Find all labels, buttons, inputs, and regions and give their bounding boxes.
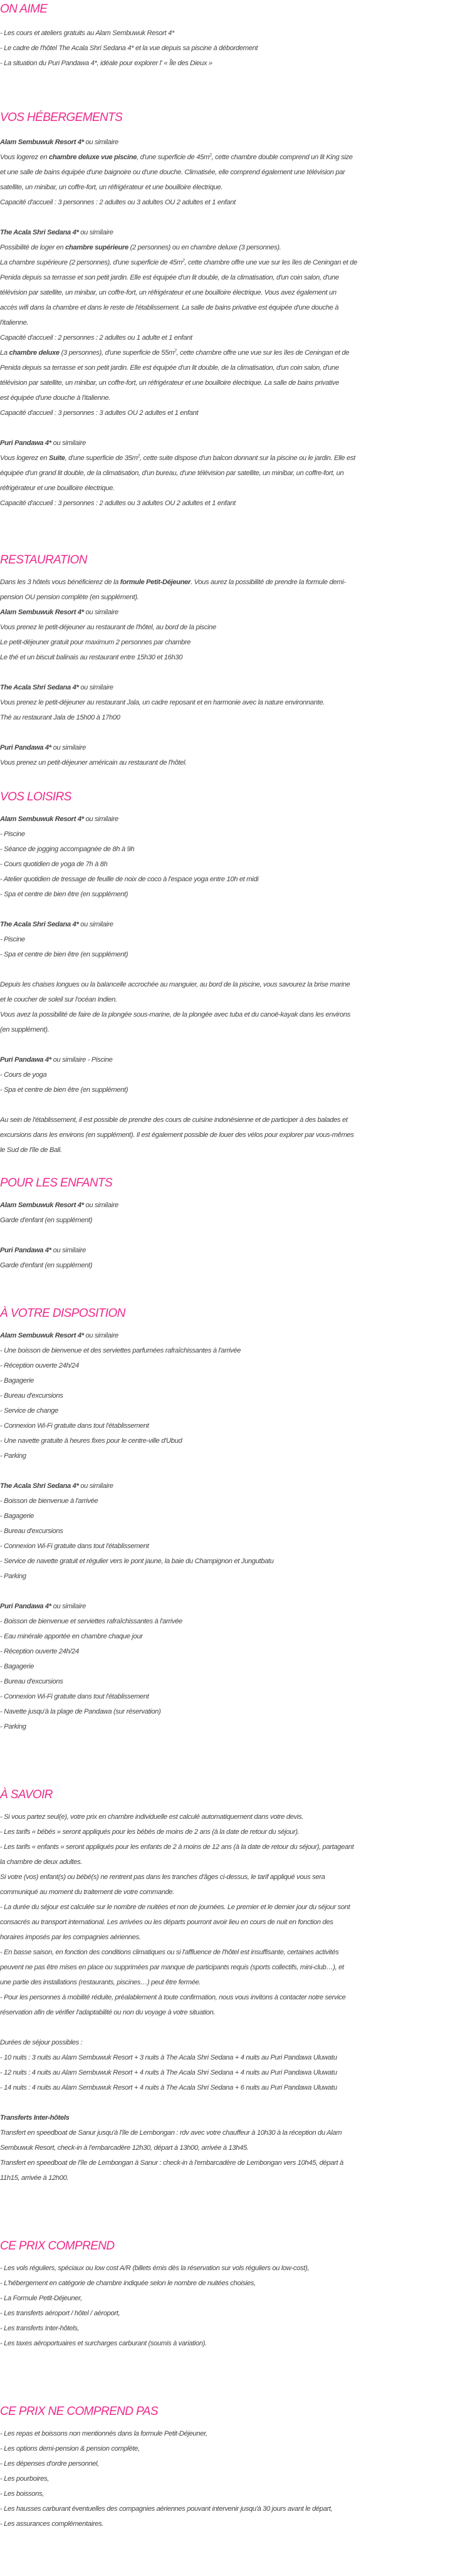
list-item: - Séance de jogging accompagnée de 8h à 9h bbox=[0, 846, 135, 853]
hotel-heading: Alam Sembuwuk Resort 4* ou similaire bbox=[0, 815, 118, 823]
section-loisirs bbox=[0, 789, 474, 1158]
hotel-name: The Acala Shri Sedana 4* bbox=[0, 684, 79, 691]
paragraph: réservation afin de vérifier l'adaptabilité ou non du voyage à votre situation. bbox=[0, 2009, 216, 2016]
list-item: - Spa et centre de bien être (en supplément) bbox=[0, 951, 128, 958]
list-item: - Spa et centre de bien être (en supplément) bbox=[0, 891, 128, 898]
list-item: - Cours de yoga bbox=[0, 1071, 47, 1079]
section-prix-comprend bbox=[0, 2238, 474, 2351]
paragraph: communiqué au moment du traitement de votre commande. bbox=[0, 1888, 175, 1896]
section-title-restauration: RESTAURATION bbox=[0, 553, 87, 567]
list-item: - Service de navette gratuit et régulier vers le pont jaune, la baie du Champignon et Jungutbatu bbox=[0, 1558, 274, 1565]
hotel-name: Puri Pandawa 4* bbox=[0, 439, 51, 447]
list-item: - Cours quotidien de yoga de 7h à 8h bbox=[0, 861, 108, 868]
paragraph: Si votre (vos) enfant(s) ou bébé(s) ne rentrent pas dans les tranches d'âges ci-dessus, le tarif appliqué vous sera bbox=[0, 1873, 325, 1881]
section-title-disposition: À VOTRE DISPOSITION bbox=[0, 1307, 125, 1320]
room-description: télévision par satellite, un minibar, un coffre-fort, un réfrigérateur et une bouilloire électrique. La salle de bains privative bbox=[0, 379, 339, 387]
paragraph: Transfert en speedboat de Sanur jusqu'à l'île de Lembongan : rdv avec votre chauffeur à 10h30 à la réception du Alam bbox=[0, 2129, 342, 2137]
paragraph: Sembuwuk Resort, check-in à l'embarcadère 12h30, départ à 13h00, arrivée à 13h45. bbox=[0, 2144, 249, 2152]
list-item: - Navette jusqu'à la plage de Pandawa (sur réservation) bbox=[0, 1708, 161, 1715]
hotel-heading: Puri Pandawa 4* ou similaire bbox=[0, 1247, 86, 1254]
list-item: - La Formule Petit-Déjeuner, bbox=[0, 2295, 82, 2302]
section-restauration bbox=[0, 552, 474, 770]
room-description: Possibilité de loger en chambre supérieure (2 personnes) ou en chambre deluxe (3 personnes). bbox=[0, 244, 281, 251]
list-item: - Parking bbox=[0, 1573, 26, 1580]
list-item: - Réception ouverte 24h/24 bbox=[0, 1362, 79, 1369]
paragraph: - En basse saison, en fonction des conditions climatiques ou si l'affluence de l'hôtel est insuffisante, certaines activités bbox=[0, 1949, 339, 1956]
restauration-intro: pension OU pension complète (en supplément). bbox=[0, 594, 139, 601]
room-description: l'italienne. bbox=[0, 319, 29, 327]
list-item: - Les repas et boissons non mentionnés dans la formule Petit-Déjeuner, bbox=[0, 2430, 207, 2437]
list-item: - Les cours et ateliers gratuits au Alam Sembuwuk Resort 4* bbox=[0, 29, 175, 37]
room-description: équipée d'un grand lit double, de la climatisation, d'un bureau, d'une télévision par satellite, un minibar, un coffre-fort, un bbox=[0, 469, 344, 477]
section-title-enfants: POUR LES ENFANTS bbox=[0, 1176, 113, 1190]
list-item: Vous prenez un petit-déjeuner américain au restaurant de l'hôtel. bbox=[0, 759, 187, 767]
list-item: - Les hausses carburant éventuelles des compagnies aériennes pouvant intervenir jusqu'à 30 jours avant le départ, bbox=[0, 2505, 333, 2513]
paragraph: Transfert en speedboat de l'île de Lembongan à Sanur : check-in à l'embarcadère de Lembongan vers 10h45, départ à bbox=[0, 2159, 343, 2167]
list-item: - Les transferts Inter-hôtels, bbox=[0, 2325, 80, 2332]
section-savoir bbox=[0, 1787, 474, 2186]
list-item: - Bagagerie bbox=[0, 1377, 34, 1385]
hotel-heading: Alam Sembuwuk Resort 4* ou similaire bbox=[0, 1202, 118, 1209]
hotel-heading: The Acala Shri Sedana 4* ou similaire bbox=[0, 921, 113, 928]
list-item: - Bagagerie bbox=[0, 1663, 34, 1670]
hotel-name: Puri Pandawa 4* bbox=[0, 1247, 51, 1254]
paragraph: - Si vous partez seul(e), votre prix en chambre individuelle est calculé automatiquement dans votre devis. bbox=[0, 1813, 303, 1821]
list-item: - Bagagerie bbox=[0, 1512, 34, 1520]
room-capacity: Capacité d'accueil : 3 personnes : 2 adultes ou 3 adultes OU 2 adultes et 1 enfant bbox=[0, 199, 236, 206]
hotel-name: Puri Pandawa 4* bbox=[0, 1056, 51, 1064]
room-description: Penida depuis sa terrasse et son petit jardin. Elle est équipée d'un lit double, de la climatisation, d'un coin salon, d'une bbox=[0, 274, 339, 281]
hotel-name: Puri Pandawa 4* bbox=[0, 1603, 51, 1610]
list-item: - Boisson de bienvenue et serviettes rafraîchissantes à l'arrivée bbox=[0, 1618, 182, 1625]
paragraph: - Les tarifs « enfants » seront appliqués pour les enfants de 2 à moins de 12 ans (à la date de retour du séjour), partageant bbox=[0, 1843, 354, 1851]
list-item: Garde d'enfant (en supplément) bbox=[0, 1262, 93, 1269]
room-description: La chambre deluxe (3 personnes), d'une superficie de $55m^2$, cette chambre offre une vue sur les îles de Ceningan et de bbox=[0, 348, 350, 357]
list-item: - Les assurances complémentaires. bbox=[0, 2520, 104, 2528]
paragraph: une partie des installations (restaurants, piscines…) peut être fermée. bbox=[0, 1979, 201, 1986]
list-item: - Atelier quotidien de tressage de feuille de noix de coco à l'espace yoga entre 10h et midi bbox=[0, 876, 259, 883]
room-description: La chambre supérieure (2 personnes), d'une superficie de $45m^2$, cette chambre offre une vue sur les îles de Ceningan et de bbox=[0, 258, 358, 266]
hotel-name: Alam Sembuwuk Resort 4* bbox=[0, 815, 84, 823]
section-title-loisirs: VOS LOISIRS bbox=[0, 790, 71, 804]
paragraph: Depuis les chaises longues ou la balancelle accrochée au manguier, au bord de la piscine, vous savourez la brise marine bbox=[0, 981, 350, 988]
list-item: - Les transferts aéroport / hôtel / aéroport, bbox=[0, 2310, 120, 2317]
section-hebergements bbox=[0, 110, 474, 511]
list-item: Vous prenez le petit-déjeuner au restaurant Jala, un cadre reposant et en harmonie avec la nature environnante. bbox=[0, 699, 325, 706]
paragraph: excursions dans les environs (en supplément). Il est également possible de louer des vélos pour explorer par vous-mêmes bbox=[0, 1131, 354, 1139]
list-item: - Les pourboires, bbox=[0, 2475, 50, 2483]
hotel-heading: The Acala Shri Sedana 4* ou similaire bbox=[0, 1482, 113, 1490]
paragraph: - Pour les personnes à mobilité réduite, préalablement à toute confirmation, nous vous invitons à contacter notre service bbox=[0, 1994, 346, 2001]
hotel-name: Alam Sembuwuk Resort 4* bbox=[0, 1332, 84, 1339]
list-item: - 10 nuits : 3 nuits au Alam Sembuwuk Resort + 3 nuits à The Acala Shri Sedana + 4 nuits au Puri Pandawa Uluwatu bbox=[0, 2054, 337, 2061]
hotel-heading: Puri Pandawa 4* ou similaire bbox=[0, 1603, 86, 1610]
hotel-name: Alam Sembuwuk Resort 4* bbox=[0, 609, 84, 616]
list-item: - Parking bbox=[0, 1452, 26, 1460]
list-item: - Bureau d'excursions bbox=[0, 1678, 63, 1685]
list-item: - Les dépenses d'ordre personnel, bbox=[0, 2460, 99, 2468]
paragraph: Au sein de l'établissement, il est possible de prendre des cours de cuisine indonésienne et de participer à des balades et bbox=[0, 1116, 348, 1124]
paragraph: - Les tarifs « bébés » seront appliqués pour les bébés de moins de 2 ans (à la date de retour du séjour). bbox=[0, 1828, 300, 1836]
paragraph: horaires imposés par les compagnies aériennes. bbox=[0, 1934, 141, 1941]
list-item: - Parking bbox=[0, 1723, 26, 1730]
section-title-on-aime: ON AIME bbox=[0, 3, 48, 16]
hotel-heading: Puri Pandawa 4* ou similaire - Piscine bbox=[0, 1056, 113, 1064]
room-capacity: Capacité d'accueil : 2 personnes : 2 adultes ou 1 adulte et 1 enfant bbox=[0, 334, 192, 342]
hotel-name: The Acala Shri Sedana 4* bbox=[0, 229, 79, 236]
paragraph: consacrés au transport international. Les arrivées ou les départs pourront avoir lieu en cours de nuit en fonction des bbox=[0, 1919, 333, 1926]
list-item: - 12 nuits : 4 nuits au Alam Sembuwuk Resort + 4 nuits à The Acala Shri Sedana + 4 nuits au Puri Pandawa Uluwatu bbox=[0, 2069, 337, 2076]
hotel-heading: Puri Pandawa 4* ou similaire bbox=[0, 439, 86, 447]
room-description: Vous logerez en Suite, d'une superficie de $35m^2$, cette suite dispose d'un balcon donnant sur la piscine ou le jardin. Elle est bbox=[0, 454, 355, 462]
list-item: - Une boisson de bienvenue et des serviettes parfumées rafraîchissantes à l'arrivée bbox=[0, 1347, 241, 1354]
section-title-hebergements: VOS HÉBERGEMENTS bbox=[0, 111, 123, 124]
list-item: Le thé et un biscuit balinais au restaurant entre 15h30 et 16h30 bbox=[0, 654, 183, 661]
section-enfants bbox=[0, 1175, 474, 1273]
paragraph: le Sud de l'île de Bali. bbox=[0, 1146, 62, 1154]
room-description: Penida depuis sa terrasse et son petit jardin. Elle est équipée d'un lit double, de la climatisation, d'un coin salon, d'une bbox=[0, 364, 339, 372]
paragraph: peuvent ne pas être mises en place ou supprimées par manque de participants requis (sports collectifs, mini-club…), et bbox=[0, 1964, 344, 1971]
list-item: - La situation du Puri Pandawa 4*, idéale pour explorer l' « Île des Dieux » bbox=[0, 60, 212, 67]
paragraph: la chambre de deux adultes. bbox=[0, 1858, 83, 1866]
section-title-savoir: À SAVOIR bbox=[0, 1788, 53, 1801]
room-description: télévision par satellite, un minibar, un coffre-fort, un réfrigérateur et une bouilloire électrique. Vous avez également un bbox=[0, 289, 337, 296]
paragraph: et le coucher de soleil sur l'océan Indien. bbox=[0, 996, 117, 1003]
restauration-intro: Dans les 3 hôtels vous bénéficierez de la formule Petit-Déjeuner. Vous aurez la possibilité de prendre la formule demi- bbox=[0, 579, 346, 586]
hotel-heading: Alam Sembuwuk Resort 4* ou similaire bbox=[0, 139, 118, 146]
list-item: - Eau minérale apportée en chambre chaque jour bbox=[0, 1633, 143, 1640]
list-item: - Connexion Wi-Fi gratuite dans tout l'établissement bbox=[0, 1693, 149, 1700]
hotel-heading: Alam Sembuwuk Resort 4* ou similaire bbox=[0, 609, 118, 616]
paragraph: - La durée du séjour est calculée sur le nombre de nuitées et non de journées. Le premier et le dernier jour du séjour sont bbox=[0, 1903, 350, 1911]
list-item: Le petit-déjeuner gratuit pour maximum 2 personnes par chambre bbox=[0, 639, 191, 646]
hotel-heading: The Acala Shri Sedana 4* ou similaire bbox=[0, 684, 113, 691]
list-item: - Spa et centre de bien être (en supplément) bbox=[0, 1086, 128, 1094]
list-item: Vous prenez le petit-déjeuner au restaurant de l'hôtel, au bord de la piscine bbox=[0, 624, 216, 631]
room-description: réfrigérateur et une bouilloire électrique. bbox=[0, 484, 115, 492]
list-item: - Les options demi-pension & pension complète, bbox=[0, 2445, 140, 2453]
room-description: satellite, un minibar, un coffre-fort, un réfrigérateur et une bouilloire électrique. bbox=[0, 184, 223, 191]
list-item: - Connexion Wi-Fi gratuite dans tout l'établissement bbox=[0, 1422, 149, 1430]
room-capacity: Capacité d'accueil : 3 personnes : 2 adultes ou 3 adultes OU 2 adultes et 1 enfant bbox=[0, 500, 236, 507]
list-item: - Service de change bbox=[0, 1407, 58, 1415]
room-description: accès wifi dans la chambre et dans le reste de l'établissement. La salle de bains privative est équipée d'une douche à bbox=[0, 304, 339, 312]
list-item: - Bureau d'excursions bbox=[0, 1392, 63, 1400]
hotel-heading: The Acala Shri Sedana 4* ou similaire bbox=[0, 229, 113, 236]
transferts-title: Transferts Inter-hôtels bbox=[0, 2114, 70, 2122]
list-item: - Piscine bbox=[0, 830, 25, 838]
list-item: - L'hébergement en catégorie de chambre indiquée selon le nombre de nuitées choisies, bbox=[0, 2280, 256, 2287]
section-title-prix-ne-comprend-pas: CE PRIX NE COMPREND PAS bbox=[0, 2405, 158, 2418]
room-capacity: Capacité d'accueil : 3 personnes : 3 adultes OU 2 adultes et 1 enfant bbox=[0, 409, 199, 417]
hotel-name: The Acala Shri Sedana 4* bbox=[0, 921, 79, 928]
paragraph: 11h15, arrivée à 12h00. bbox=[0, 2174, 69, 2182]
room-description: est équipée d'une douche à l'italienne. bbox=[0, 394, 110, 402]
hotel-name: Alam Sembuwuk Resort 4* bbox=[0, 1202, 84, 1209]
section-on-aime bbox=[0, 0, 474, 71]
room-description: et une salle de bains équipée d'une baignoire ou d'une douche. Climatisée, elle comprend également une télévision par bbox=[0, 169, 345, 176]
hotel-heading: Puri Pandawa 4* ou similaire bbox=[0, 744, 86, 751]
section-title-prix-comprend: CE PRIX COMPREND bbox=[0, 2239, 115, 2253]
list-item: - Le cadre de l'hôtel The Acala Shri Sedana 4* et la vue depuis sa piscine à débordement bbox=[0, 45, 258, 52]
section-disposition bbox=[0, 1306, 474, 1734]
list-item: - Les vols réguliers, spéciaux ou low cost A/R (billets émis dès la réservation sur vols réguliers ou low-cost), bbox=[0, 2264, 310, 2272]
list-item: - Une navette gratuite à heures fixes pour le centre-ville d'Ubud bbox=[0, 1437, 182, 1445]
list-item: - Bureau d'excursions bbox=[0, 1527, 63, 1535]
list-item: - Connexion Wi-Fi gratuite dans tout l'établissement bbox=[0, 1542, 149, 1550]
hotel-name: Puri Pandawa 4* bbox=[0, 744, 51, 751]
list-item: - Les taxes aéroportuaires et surcharges carburant (soumis à variation). bbox=[0, 2340, 207, 2347]
room-description: Vous logerez en chambre deluxe vue piscine, d'une superficie de $45m^2$, cette chambre double comprend un lit King size bbox=[0, 153, 353, 161]
paragraph: Vous avez la possibilité de faire de la plongée sous-marine, de la plongée avec tuba et du canoë-kayak dans les environs bbox=[0, 1011, 350, 1018]
list-item: - Boisson de bienvenue à l'arrivée bbox=[0, 1497, 98, 1505]
list-item: - 14 nuits : 4 nuits au Alam Sembuwuk Resort + 4 nuits à The Acala Shri Sedana + 6 nuits au Puri Pandawa Uluwatu bbox=[0, 2084, 337, 2092]
hotel-name: Alam Sembuwuk Resort 4* bbox=[0, 139, 84, 146]
list-item: Thé au restaurant Jala de 15h00 à 17h00 bbox=[0, 714, 120, 721]
list-item: - Piscine bbox=[0, 936, 25, 943]
list-item: - Les boissons, bbox=[0, 2490, 44, 2498]
paragraph: (en supplément). bbox=[0, 1026, 50, 1034]
hotel-heading: Alam Sembuwuk Resort 4* ou similaire bbox=[0, 1332, 118, 1339]
section-prix-ne-comprend-pas bbox=[0, 2404, 474, 2531]
list-item: Garde d'enfant (en supplément) bbox=[0, 1217, 93, 1224]
hotel-name: The Acala Shri Sedana 4* bbox=[0, 1482, 79, 1490]
list-item: - Réception ouverte 24h/24 bbox=[0, 1648, 79, 1655]
durees-title: Durées de séjour possibles : bbox=[0, 2039, 83, 2046]
